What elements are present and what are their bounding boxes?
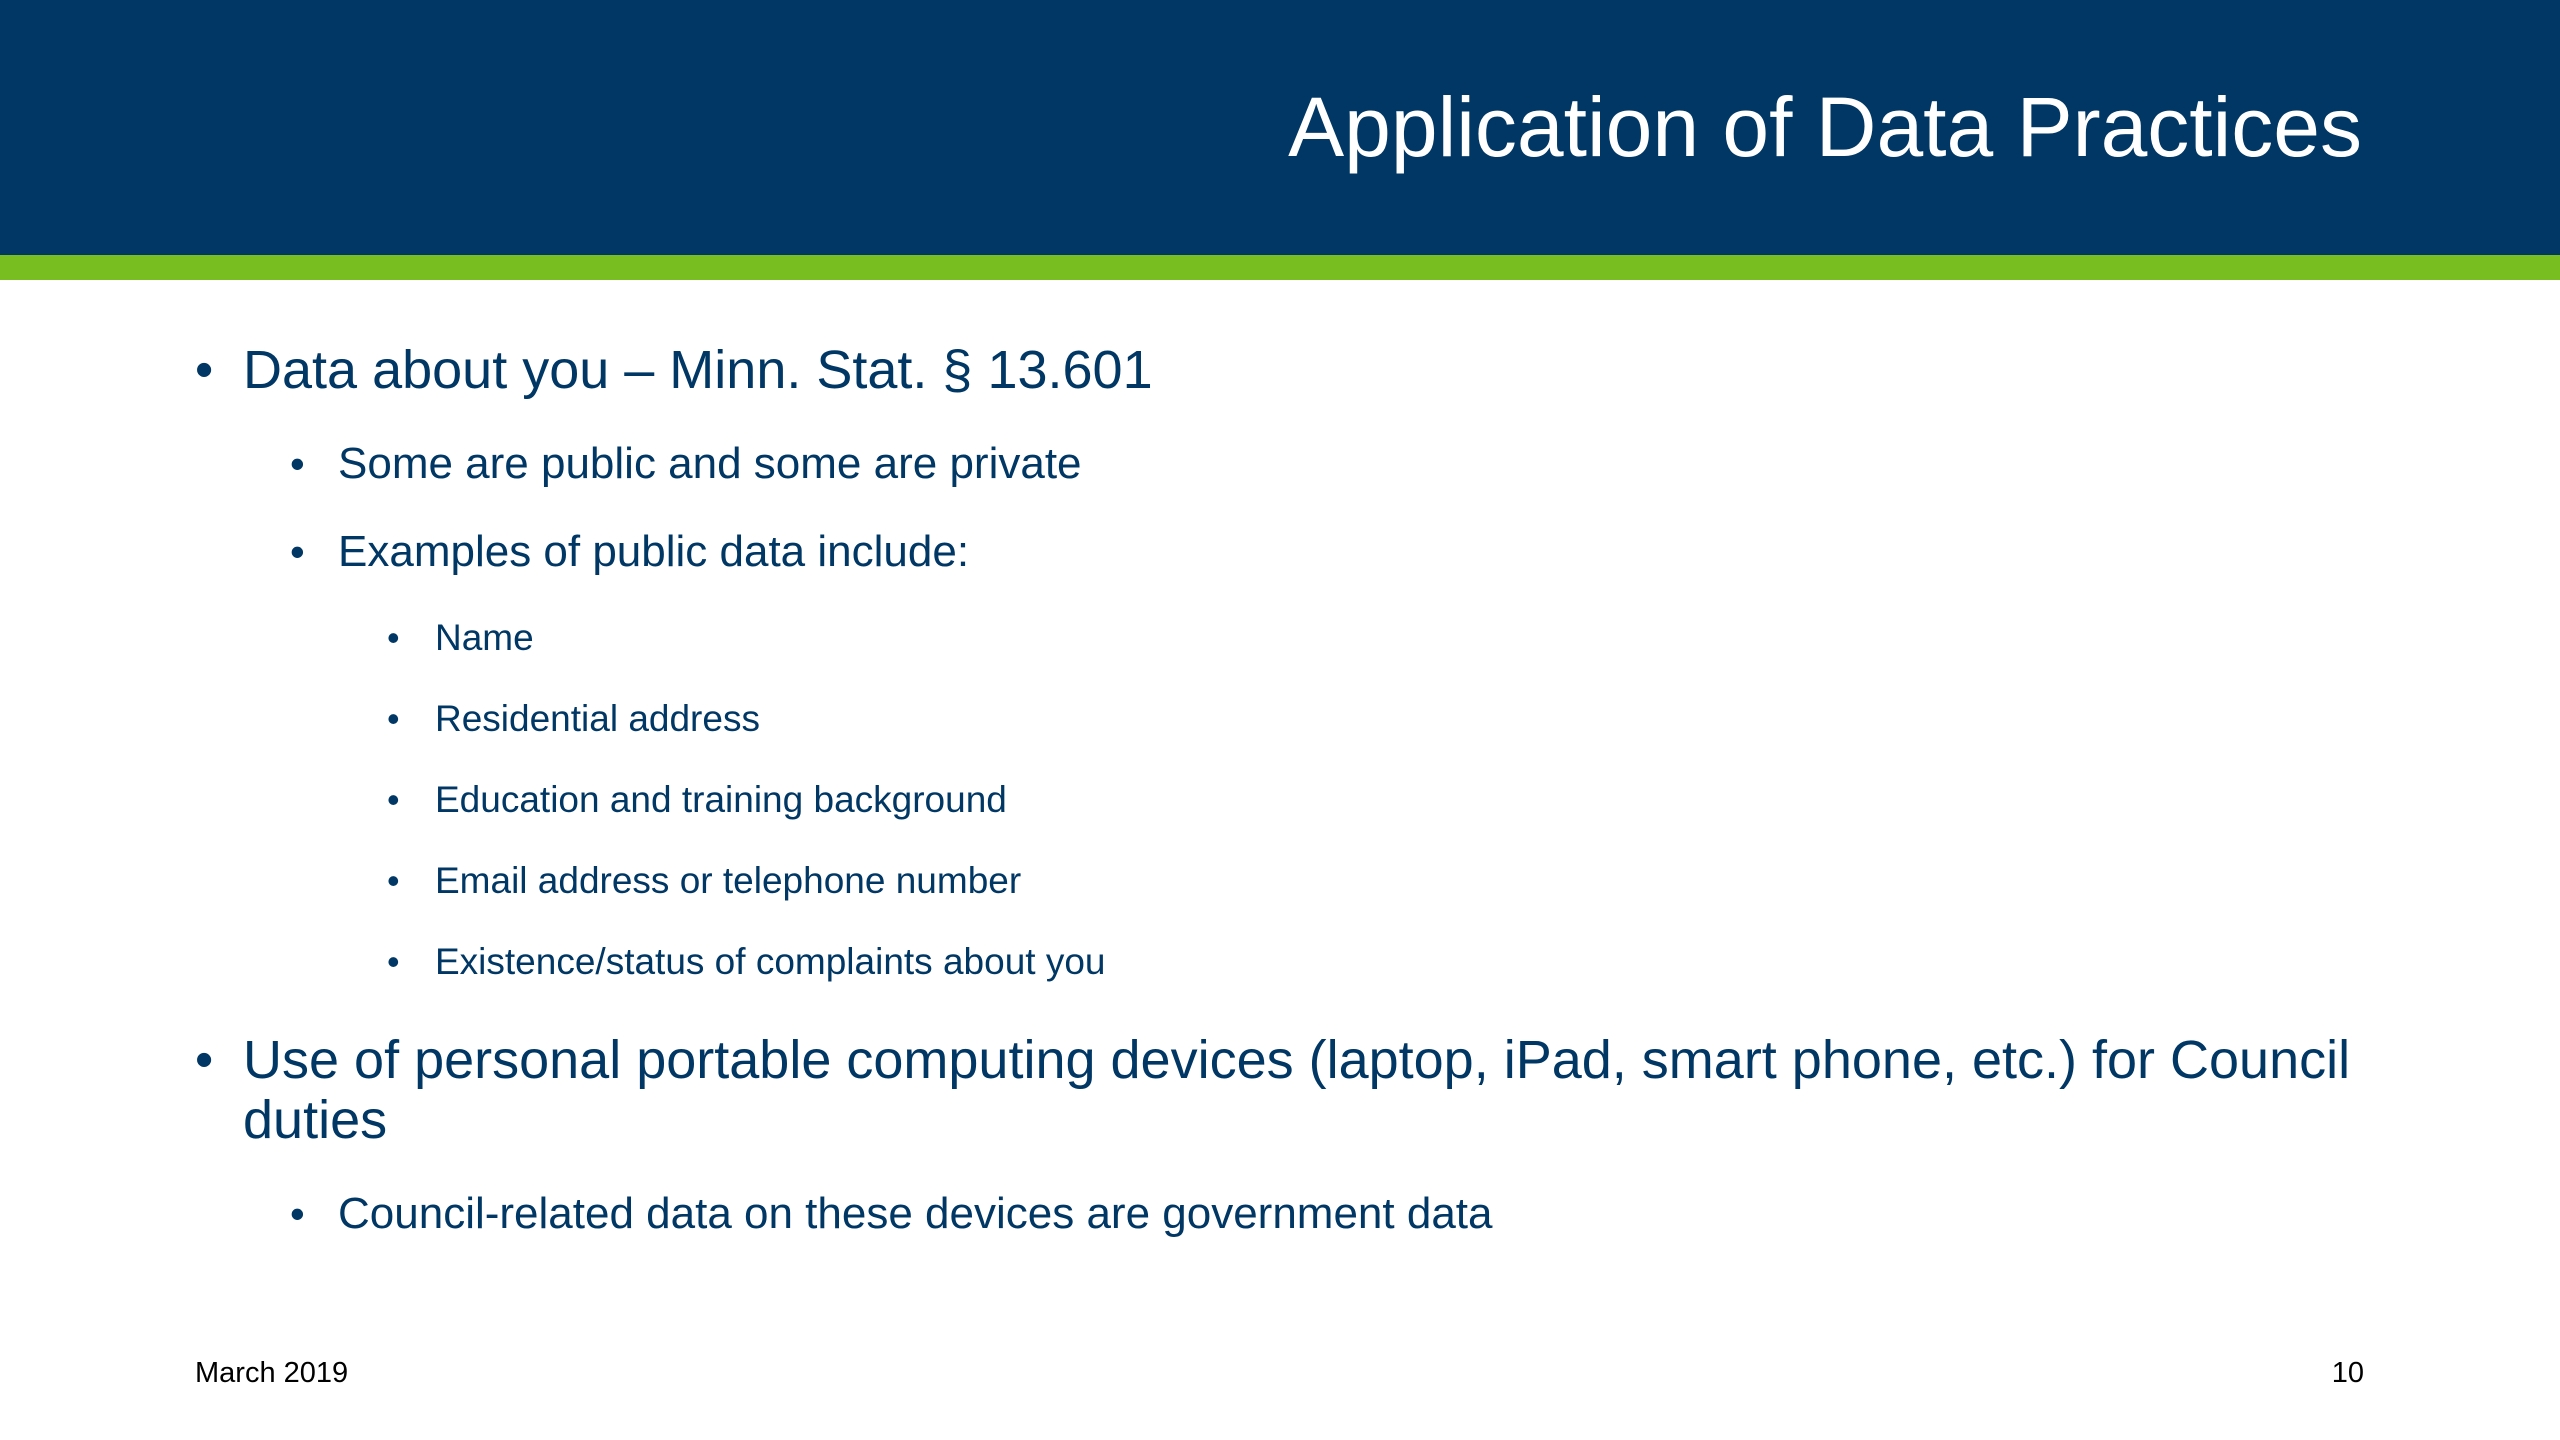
example-item	[195, 857, 2375, 905]
bullet-text: Data about you – Minn. Stat. § 13.601	[243, 340, 1153, 400]
example-text: Email address or telephone number	[435, 860, 1022, 901]
example-item	[195, 776, 2375, 824]
sub-bullet-public-examples	[195, 524, 2375, 580]
bullet-text: Some are public and some are private	[338, 439, 1082, 488]
title-accent-stripe	[0, 255, 2560, 280]
slide-title: Application of Data Practices	[1288, 80, 2362, 174]
bullet-marker: •	[290, 440, 305, 487]
example-text: Existence/status of complaints about you	[435, 941, 1106, 982]
bullet-personal-devices	[195, 1030, 2375, 1150]
bullet-text: Use of personal portable computing devices (laptop, iPad, smart phone, etc.) for Council duties	[243, 1030, 2351, 1150]
bullet-marker: •	[290, 1190, 305, 1237]
slide-body	[195, 340, 2375, 1242]
sub-bullet-government-data	[195, 1186, 2375, 1242]
example-item	[195, 614, 2375, 662]
bullet-marker: •	[290, 528, 305, 575]
title-bar	[0, 0, 2560, 255]
sub-bullet-public-private	[195, 436, 2375, 492]
bullet-marker: •	[195, 341, 214, 399]
example-item	[195, 695, 2375, 743]
example-text: Residential address	[435, 698, 760, 739]
example-item	[195, 938, 2375, 986]
example-text: Name	[435, 617, 534, 658]
bullet-marker: •	[387, 617, 400, 658]
bullet-marker: •	[387, 779, 400, 820]
bullet-marker: •	[387, 698, 400, 739]
bullet-marker: •	[387, 941, 400, 982]
bullet-marker: •	[387, 860, 400, 901]
example-text: Education and training background	[435, 779, 1007, 820]
bullet-data-about-you	[195, 340, 2375, 400]
slide-number: 10	[2331, 1357, 2364, 1389]
bullet-text: Council-related data on these devices are government data	[338, 1189, 1493, 1238]
bullet-marker: •	[195, 1031, 214, 1089]
footer-date: March 2019	[195, 1357, 349, 1389]
bullet-text: Examples of public data include:	[338, 527, 970, 576]
